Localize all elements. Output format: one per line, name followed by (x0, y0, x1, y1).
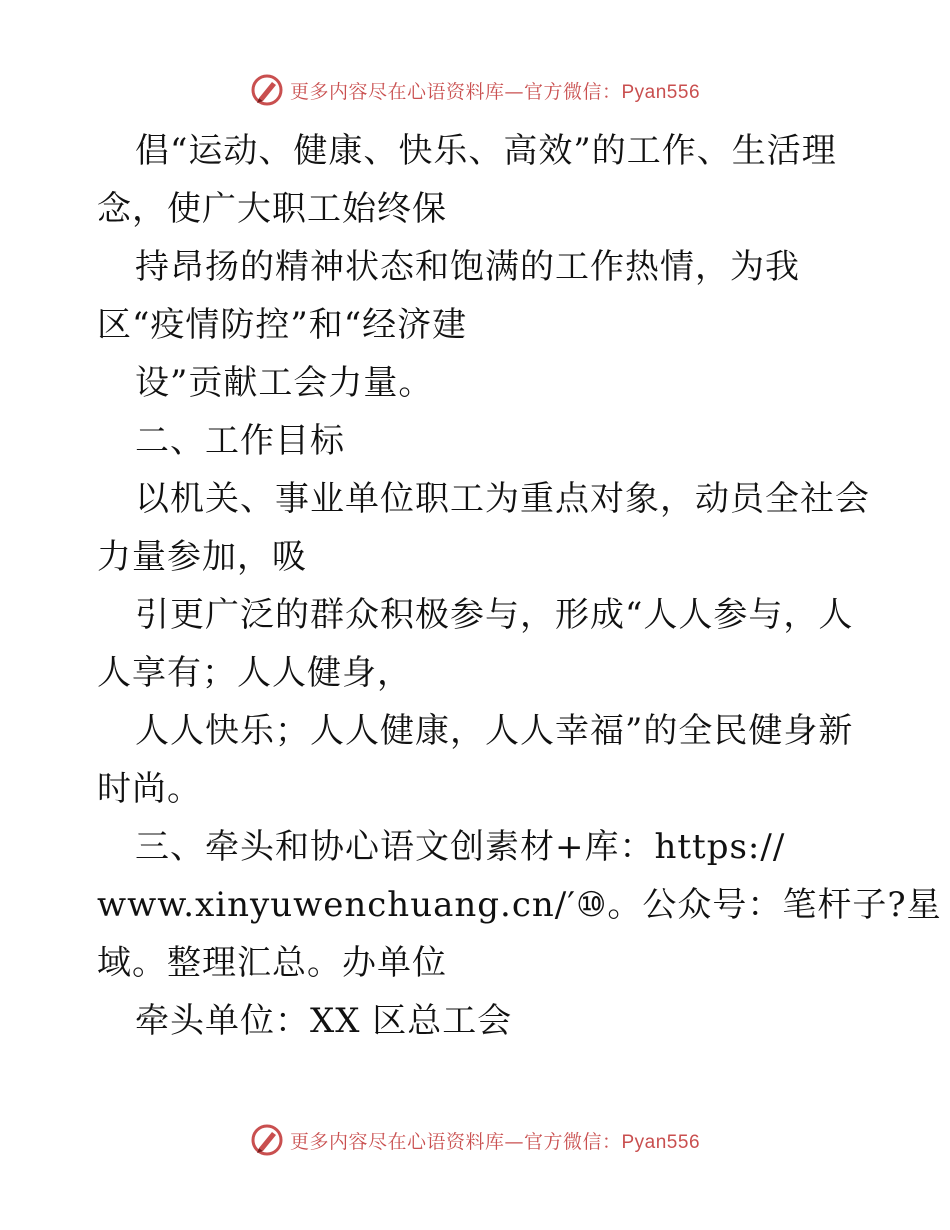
body-line: 设”贡献工会力量。 (135, 363, 434, 403)
section-heading: 二、工作目标 (135, 421, 345, 461)
body-line: 三、牵头和协心语文创素材+库：https:// (135, 827, 786, 867)
header-banner-text: 更多内容尽在心语资料库—官方微信：Pyan556 (289, 80, 701, 103)
body-line: 时尚。 (97, 769, 202, 809)
body-line: 域。整理汇总。办单位 (97, 943, 447, 983)
body-line: 倡“运动、健康、快乐、高效”的工作、生活理 (135, 131, 837, 171)
body-line: 人享有；人人健身， (97, 653, 412, 693)
body-line: 持昂扬的精神状态和饱满的工作热情，为我 (135, 247, 800, 287)
document-body (97, 122, 942, 1050)
pen-logo-icon (250, 1123, 284, 1157)
body-line: 以机关、事业单位职工为重点对象，动员全社会 (135, 479, 870, 519)
body-line: www.xinyuwenchuang.cn/′⑩。公众号：笔杆子?星 (97, 885, 942, 925)
body-line: 人人快乐；人人健康，人人幸福”的全民健身新 (135, 711, 854, 751)
footer-account: Pyan556 (621, 1131, 701, 1153)
body-line: 区“疫情防控”和“经济建 (97, 305, 468, 345)
body-line: 念，使广大职工始终保 (97, 189, 447, 229)
body-line: 力量参加，吸 (97, 537, 307, 577)
body-line: 牵头单位：XX 区总工会 (135, 1001, 513, 1041)
footer-banner (0, 1118, 950, 1162)
header-account: Pyan556 (621, 81, 701, 103)
footer-banner-text: 更多内容尽在心语资料库—官方微信：Pyan556 (289, 1130, 701, 1153)
header-banner (0, 68, 950, 112)
body-line: 引更广泛的群众积极参与，形成“人人参与，人 (135, 595, 854, 635)
pen-logo-icon (250, 73, 284, 107)
